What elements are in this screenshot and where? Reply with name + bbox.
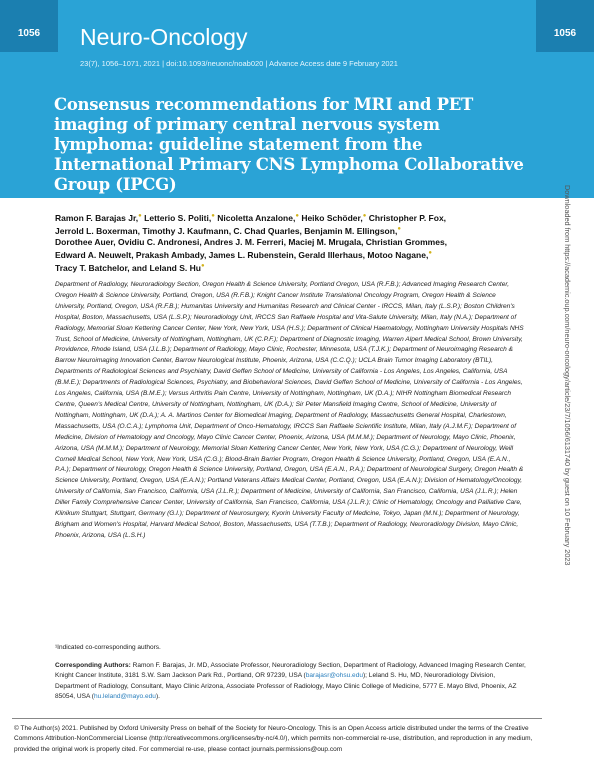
author: Timothy J. bbox=[142, 225, 185, 236]
author: Heiko Schöder, bbox=[301, 212, 363, 223]
author: Jerrold L. Boxerman, bbox=[55, 225, 141, 236]
corresponding-text: ); Leland S. Hu, MD, Neuroradiology Division, Department of Radiology, Consultant, Mayo Clinic Arizona, Associate Professor of Radiology, Mayo Clinic College of Medicine, 5777 E. Mayo Blvd, Phoenix, AZ 85054, USA ( bbox=[55, 672, 517, 700]
email-link[interactable]: hu.leland@mayo.edu bbox=[93, 692, 156, 700]
author: Ramon F. Barajas Jr, bbox=[55, 212, 139, 223]
author: Tracy T. Batchelor, and Leland S. Hu bbox=[55, 263, 201, 274]
corresponding-label: Corresponding Authors: bbox=[55, 662, 131, 669]
download-note: Downloaded from https://academic.oup.com/neuro-oncology/article/23/7/1056/6131740 by guest on 10 February 2023 bbox=[563, 185, 572, 566]
journal-title: Neuro-Oncology bbox=[80, 24, 248, 50]
author: Christopher P. Fox, bbox=[368, 212, 447, 223]
author: Edward A. Neuwelt, Prakash Ambady, James L. Rubenstein, Gerald Illerhaus, Motoo Nagane, bbox=[55, 250, 429, 261]
corresponding-authors bbox=[55, 661, 527, 702]
email-link[interactable]: barajasr@ohsu.edu bbox=[305, 672, 363, 680]
divider bbox=[12, 718, 542, 719]
citation-line: 23(7), 1056–1071, 2021 | doi:10.1093/neuonc/noab020 | Advance Access date 9 February 2021 bbox=[80, 59, 398, 68]
author: Kaufmann, C. Chad Quarles, Benjamin M. Ellingson, bbox=[187, 225, 398, 236]
page-number-right: 1056 bbox=[536, 0, 594, 52]
author: Letterio S. Politi, bbox=[144, 212, 212, 223]
author-list: Ramon F. Barajas Jr,● Letterio S. Politi,● Nicoletta Anzalone,● Heiko Schöder,● Christopher P. Fox, Jerrold L. Boxerman, Timothy J. Kaufmann, C. Chad Quarles, Benjamin M. Ellingson,● Dorothee Auer, Ovidiu C. Andronesi, Andres J. M. Ferreri, Maciej M. Mrugala, Christian Grommes, Edward A. Neuwelt, Prakash Ambady, James L. Rubenstein, Gerald Illerhaus, Motoo Nagane,● Tracy T. Batchelor, and Leland S. Hu● bbox=[55, 212, 448, 274]
corresponding-text: ). bbox=[155, 692, 160, 700]
article-title: Consensus recommendations for MRI and PET imaging of primary central nervous system lymphoma: guideline statement from the International Primary CNS Lymphoma Collaborative Group (IPCG) bbox=[54, 95, 524, 194]
page-number-left: 1056 bbox=[0, 0, 58, 52]
affiliations: Department of Radiology, Neuroradiology Section, Oregon Health & Science University, Portland Oregon, USA (R.F.B.); Advanced Imaging Research Center, Oregon Health & Science University, Portland, Oregon, USA (R.F.B.); Knight Cancer Institute Translational Oncology Program, Oregon Health & Science University, Portland, Oregon, USA (R.F.B.); Humanitas University and Humanitas Research and Clinical Center - IRCCS, Milan, Italy (L.S.P.); Boston Children's Hospital, Boston, Massachusetts, USA (L.S.P.); Neuroradiology Unit, IRCCS San Raffaele Hospital and Vita-Salute University, Milan, Italy (N.A.); Department of Radiology, Memorial Sloan Kettering Cancer Center, New York, New York, USA (H.S.); Department of Clinical Haematology, Nottingham University Hospitals NHS Trust, School of Medicine, University of Nottingham, Nottingham, UK (C.P.F.); Department of Diagnostic Imaging, Warren Alpert Medical School, Brown University, Providence, Rhode Island, USA (J.L.B.); Department of Radiology, Mayo Clinic, Rochester, Minnesota, USA (T.J.K.); Department of Neuroimaging Research & Barrow Neuroimaging Innovation Center, Barrow Neurological Institute, Phoenix, Arizona, USA (C.C.Q.); UCLA Brain Tumor Imaging Laboratory (BTIL), Departments of Radiological Sciences and Psychiatry, David Geffen School of Medicine, University of California - Los Angeles, Los Angeles, California, USA (B.M.E.); Departments of Radiological Sciences, Psychiatry, and Biobehavioral Sciences, David Geffen School of Medicine, University of California - Los Angeles, Los Angeles, California, USA (B.M.E.); Versus Arthritis Pain Centre, University of Nottingham, Nottingham, UK (D.A.); NIHR Nottingham Biomedical Research Centre, Queen's Medical Centre, University of Nottingham, Nottingham, UK (D.A.); Sir Peter Mansfield Imaging Centre, School of Medicine, University of Nottingham, Nottingham, UK (D.A.); A. A. Martinos Center for Biomedical Imaging, Department of Radiology, Massachusetts General Hospital, Charlestown, Massachusetts, USA (O.C.A.); Lymphoma Unit, Department of Onco-Hematology, IRCCS San Raffaele Scientific Institute, Milan, Italy (A.J.M.F.); Department of Medicine, Division of Hematology and Oncology, Mayo Clinic Cancer Center, Phoenix, Arizona, USA (M.M.M.); Department of Neurology, Mayo Clinic, Phoenix, Arizona, USA (M.M.M.); Department of Neurology, Memorial Sloan Kettering Cancer Center, New York, New York, USA (C.G.); Department of Neurology, Weill Cornell Medical School, New York, New York, USA (C.G.); Blood-Brain Barrier Program, Oregon Health & Science University, Portland, Oregon, USA (E.A.N., P.A.); Department of Neurology, Oregon Health & Science University, Portland, Oregon, USA (E.A.N., P.A.); Department of Neurological Surgery, Oregon Health & Science University, Portland, Oregon, USA (E.A.N.); Portland Veterans Affairs Medical Center, Portland, Oregon, USA (E.A.N.); Division of Hematology/Oncology, University of California, San Francisco, California, USA (J.L.R.); Department of Medicine, University of California, San Francisco, California, USA (J.L.R.); Helen Diller Family Comprehensive Cancer Center, University of California, San Francisco, California, USA (J.L.R.); Clinic of Hematology, Oncology and Palliative Care, Klinikum Stuttgart, Stuttgart, Germany (G.I.); Department of Neurosurgery, Kyorin University Faculty of Medicine, Tokyo, Japan (M.N.); Department of Neurology, Brigham and Women's Hospital, Harvard Medical School, Boston, Massachusetts, USA (T.T.B.); Department of Radiology, Neuroradiology Division, Mayo Clinic, Phoenix, Arizona, USA (L.S.H.) bbox=[55, 281, 524, 539]
co-corresponding-note: ¹Indicated co-corresponding authors. bbox=[55, 644, 161, 651]
corresponding-text: Ramon F. Barajas, Jr. MD, Associate Professor, Neuroradiology Section, Department of Radiology, Advanced Imaging Research Center, Knight Cancer Institute, 3181 S.W. Sam Jackson Park Rd., Portland, OR 97239, USA ( bbox=[55, 662, 526, 680]
author: Dorothee Auer, Ovidiu C. Andronesi, Andres J. M. Ferreri, Maciej M. Mrugala, Christian Grommes, bbox=[55, 237, 448, 248]
license-text: © The Author(s) 2021. Published by Oxford University Press on behalf of the Society for Neuro-Oncology. This is an Open Access article distributed under the terms of the Creative Commons Attribution-NonCommercial License (http://creativecommons.org/licenses/by-nc/4.0/), which permits non-commercial re-use, distribution, and reproduction in any medium, provided the original work is properly cited. For commercial re-use, please contact journals.permissions@oup.com bbox=[14, 725, 533, 753]
author: Nicoletta Anzalone, bbox=[217, 212, 296, 223]
